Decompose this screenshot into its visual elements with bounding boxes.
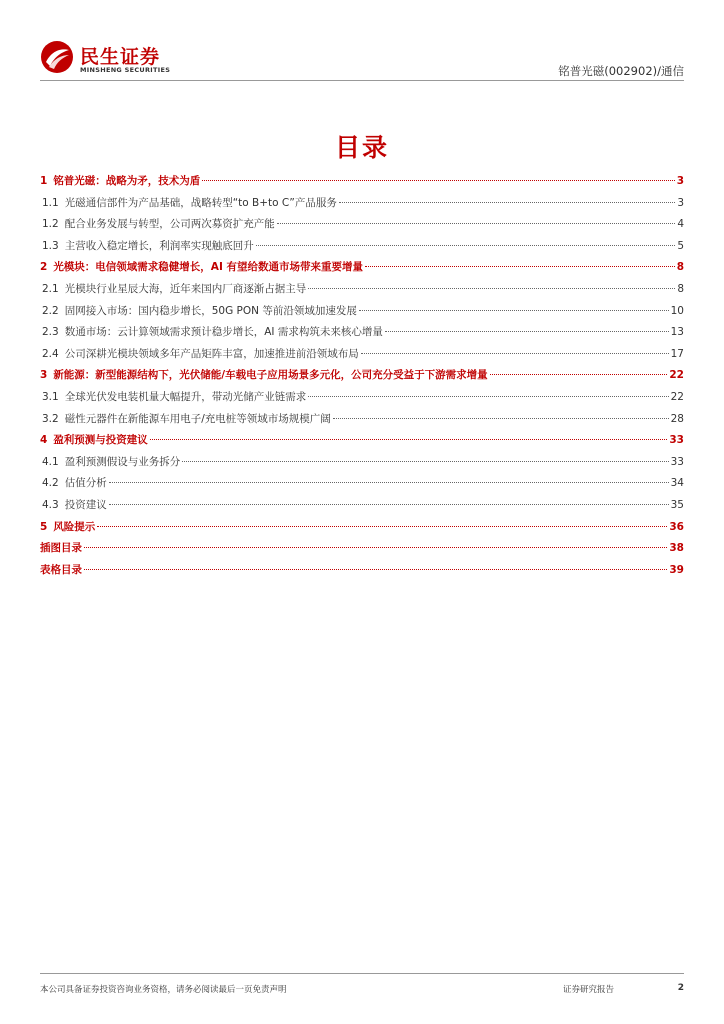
footer-divider [40, 973, 684, 974]
toc-entry[interactable] [40, 238, 684, 260]
toc-entry-text: 插图目录 [40, 542, 82, 555]
toc-leader-dots [490, 374, 668, 375]
toc-entry[interactable] [40, 540, 684, 562]
toc-leader-dots [109, 504, 669, 505]
toc-entry-label[interactable] [42, 216, 275, 231]
toc-entry-page[interactable]: 22 [670, 390, 684, 403]
toc-entry-text: 全球光伏发电装机量大幅提升，带动光储产业链需求 [64, 390, 307, 403]
toc-leader-dots [361, 353, 669, 354]
toc-leader-dots [84, 569, 667, 570]
toc-leader-dots [109, 482, 669, 483]
toc-entry-number: 1.3 [42, 239, 59, 252]
toc-entry-text: 光模块：电信领域需求稳健增长，AI 有望给数通市场带来重要增量 [53, 261, 363, 274]
footer-report-type: 证券研究报告 [563, 985, 615, 995]
toc-leader-dots [333, 418, 669, 419]
toc-entry-label[interactable] [42, 454, 180, 469]
toc-leader-dots [385, 331, 669, 332]
logo-mark-icon [40, 40, 74, 74]
toc-entry-label[interactable] [42, 238, 254, 253]
toc-entry[interactable] [40, 281, 684, 303]
toc-entry-text: 铭普光磁：战略为矛，技术为盾 [53, 175, 201, 187]
footer-disclaimer: 本公司具备证券投资咨询业务资格，请务必阅读最后一页免责声明 [40, 985, 287, 995]
toc-entry[interactable] [40, 497, 684, 519]
toc-leader-dots [150, 439, 668, 440]
toc-entry[interactable] [40, 303, 684, 325]
toc-entry-label[interactable] [42, 303, 357, 318]
toc-entry-label[interactable] [40, 259, 363, 274]
toc-entry-page[interactable]: 5 [677, 239, 684, 252]
toc-entry[interactable] [40, 562, 684, 584]
toc-entry-number: 4.2 [42, 477, 59, 490]
toc-entry-label[interactable] [42, 324, 383, 339]
toc-leader-dots [365, 266, 675, 267]
toc-entry-page[interactable]: 33 [669, 434, 684, 447]
company-logo [40, 40, 220, 80]
toc-entry[interactable] [40, 432, 684, 454]
toc-entry-text: 风险提示 [53, 520, 96, 533]
toc-entry[interactable] [40, 475, 684, 497]
toc-entry-label[interactable] [40, 367, 488, 382]
toc-leader-dots [339, 202, 675, 203]
toc-entry-text: 主营收入稳定增长，利润率实现触底回升 [64, 239, 254, 252]
toc-entry-page[interactable]: 8 [677, 282, 684, 295]
toc-entry-page[interactable]: 3 [676, 175, 684, 187]
toc-entry-label[interactable] [42, 475, 107, 490]
toc-entry-page[interactable]: 39 [669, 563, 684, 576]
toc-entry-number: 1 [40, 175, 48, 187]
toc-entry[interactable] [40, 519, 684, 541]
toc-leader-dots [182, 461, 668, 462]
footer-page-number: 2 [677, 983, 684, 993]
toc-entry-label[interactable] [40, 562, 82, 577]
toc-entry-label[interactable] [42, 195, 337, 210]
toc-entry-label[interactable] [40, 540, 82, 555]
toc-entry-text: 光模块行业星辰大海，近年来国内厂商逐渐占据主导 [64, 282, 307, 295]
toc-entry-page[interactable]: 22 [669, 369, 684, 382]
toc-entry[interactable] [40, 259, 684, 281]
toc-entry[interactable] [40, 173, 684, 195]
logo-text-en: MINSHENG SECURITIES [80, 66, 171, 74]
toc-entry-text: 配合业务发展与转型，公司两次募资扩充产能 [64, 218, 275, 231]
toc-entry-label[interactable] [42, 281, 306, 296]
toc-entry-page[interactable]: 17 [670, 347, 684, 360]
toc-entry-number: 2.3 [42, 326, 59, 339]
toc-entry-number: 2 [40, 261, 48, 274]
toc-entry-text: 磁性元器件在新能源车用电子/充电桩等领域市场规模广阔 [64, 412, 331, 425]
toc-entry-label[interactable] [40, 432, 148, 447]
toc-entry-label[interactable] [42, 411, 331, 426]
toc-entry-page[interactable]: 3 [677, 196, 684, 209]
toc-entry-text: 盈利预测假设与业务拆分 [64, 455, 181, 468]
toc-entry-text: 公司深耕光模块领域多年产品矩阵丰富，加速推进前沿领域布局 [64, 347, 359, 360]
logo-text-cn: 民生证券 [80, 46, 161, 68]
toc-entry-number: 3.1 [42, 390, 59, 403]
toc-entry-text: 表格目录 [40, 563, 82, 576]
table-of-contents [40, 173, 684, 583]
toc-entry-number: 4.3 [42, 498, 59, 511]
toc-leader-dots [97, 526, 667, 527]
toc-entry-page[interactable]: 34 [670, 477, 684, 490]
page-title: 目录 [334, 133, 389, 162]
toc-leader-dots [359, 310, 669, 311]
toc-entry-text: 盈利预测与投资建议 [53, 434, 148, 447]
toc-entry-label[interactable] [42, 497, 107, 512]
toc-entry-number: 1.1 [42, 196, 59, 209]
toc-entry-label[interactable] [40, 173, 200, 188]
toc-entry-number: 2.1 [42, 282, 59, 295]
toc-entry-text: 新能源：新型能源结构下，光伏储能/车载电子应用场景多元化，公司充分受益于下游需求增量 [53, 369, 488, 382]
toc-entry-number: 5 [40, 520, 48, 533]
toc-leader-dots [84, 547, 667, 548]
toc-entry-text: 数通市场：云计算领域需求预计稳步增长，AI 需求构筑未来核心增量 [64, 326, 383, 339]
toc-entry-number: 4 [40, 434, 48, 447]
toc-entry-text: 投资建议 [64, 498, 107, 511]
toc-entry-text: 固网接入市场：国内稳步增长，50G PON 等前沿领域加速发展 [64, 304, 357, 317]
toc-entry-page[interactable]: 8 [676, 261, 684, 274]
toc-entry[interactable] [40, 411, 684, 433]
toc-leader-dots [308, 396, 668, 397]
toc-leader-dots [256, 245, 676, 246]
toc-entry[interactable] [40, 389, 684, 411]
toc-entry-text: 估值分析 [64, 477, 107, 490]
toc-leader-dots [277, 223, 676, 224]
toc-leader-dots [202, 180, 674, 181]
toc-entry[interactable] [40, 195, 684, 217]
toc-entry-number: 3.2 [42, 412, 59, 425]
toc-entry-page[interactable]: 10 [670, 304, 684, 317]
toc-entry-number: 1.2 [42, 218, 59, 231]
toc-entry-number: 4.1 [42, 455, 59, 468]
page-header [40, 40, 684, 80]
toc-entry-page[interactable]: 35 [670, 498, 684, 511]
toc-entry[interactable] [40, 367, 684, 389]
toc-entry[interactable] [40, 324, 684, 346]
toc-entry-number: 3 [40, 369, 48, 382]
toc-entry[interactable] [40, 346, 684, 368]
toc-entry-number: 2.4 [42, 347, 59, 360]
toc-entry-label[interactable] [42, 389, 306, 404]
header-stock-info: 铭普光磁(002902)/通信 [558, 64, 684, 78]
header-divider [40, 80, 684, 81]
toc-entry[interactable] [40, 454, 684, 476]
toc-entry-label[interactable] [40, 519, 95, 534]
toc-entry-page[interactable]: 36 [669, 520, 684, 533]
toc-entry-text: 光磁通信部件为产品基础，战略转型“to B+to C”产品服务 [64, 196, 337, 209]
toc-entry[interactable] [40, 216, 684, 238]
toc-entry-page[interactable]: 33 [670, 455, 684, 468]
toc-entry-page[interactable]: 13 [670, 326, 684, 339]
toc-entry-page[interactable]: 28 [670, 412, 684, 425]
toc-entry-page[interactable]: 38 [669, 542, 684, 555]
toc-entry-number: 2.2 [42, 304, 59, 317]
toc-leader-dots [308, 288, 675, 289]
toc-entry-label[interactable] [42, 346, 359, 361]
toc-entry-page[interactable]: 4 [677, 218, 684, 231]
